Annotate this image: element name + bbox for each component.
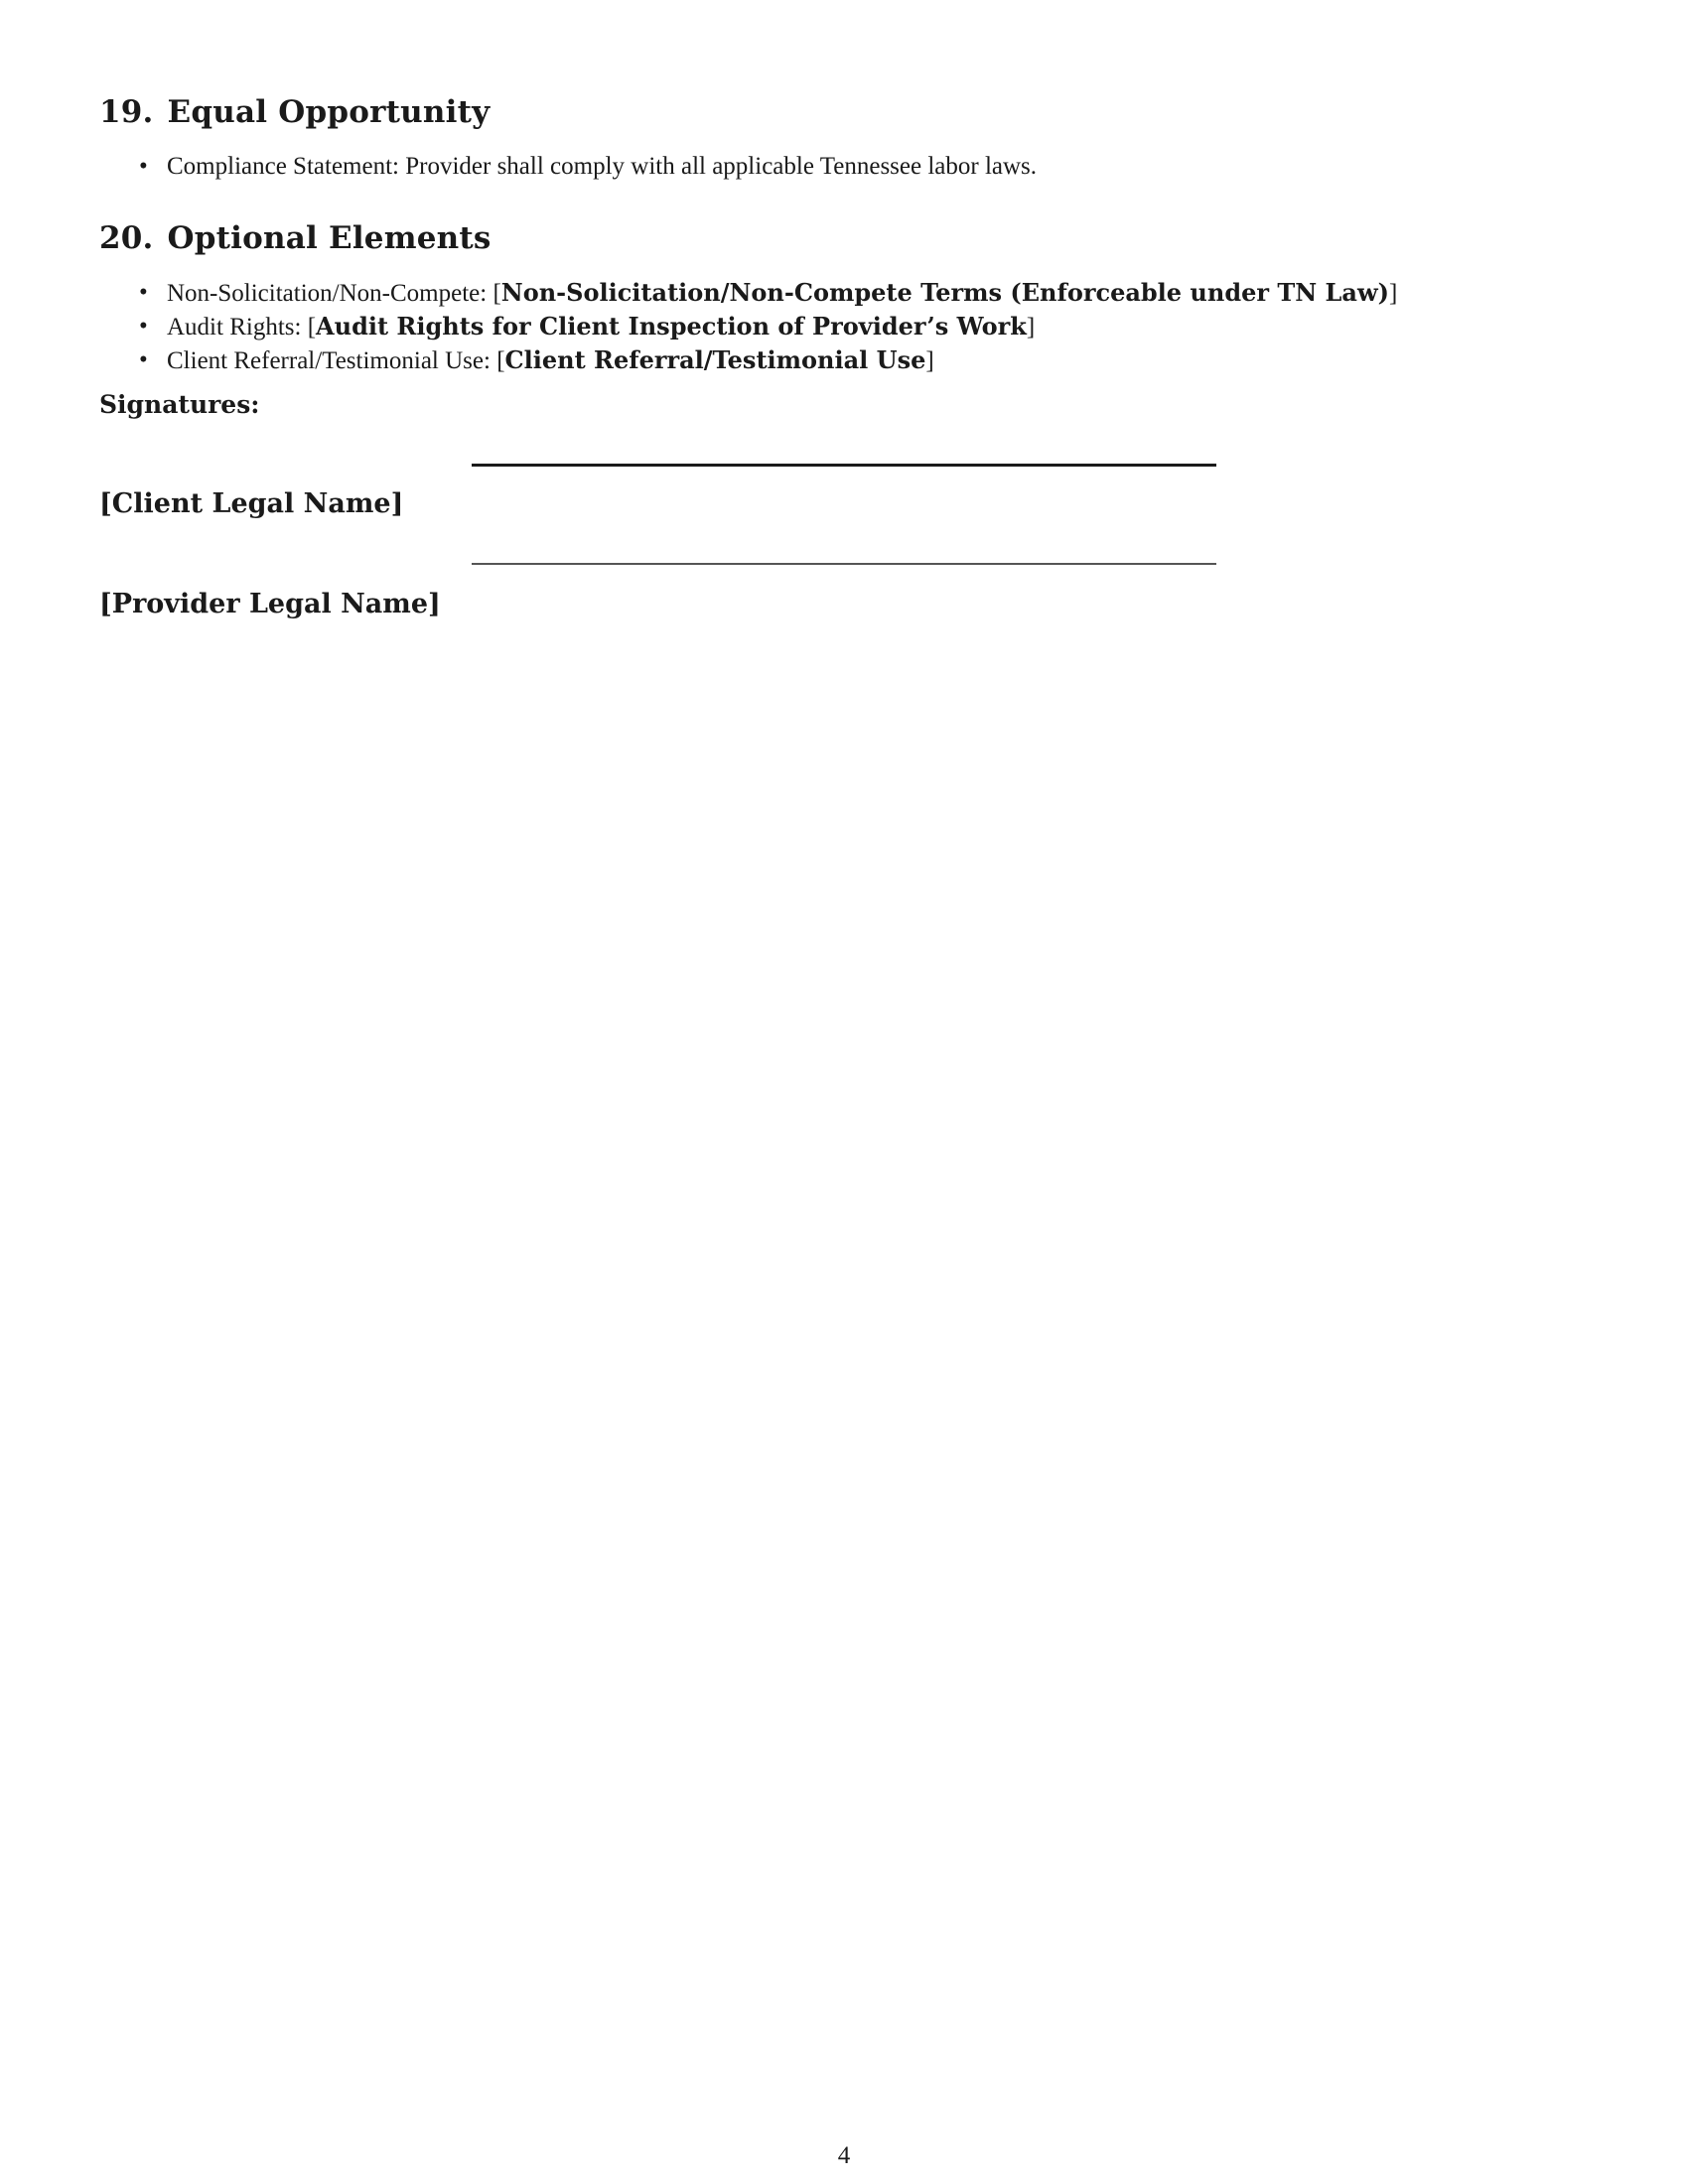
signatures-title: Signatures: — [99, 390, 260, 419]
bracket-open: [ — [496, 347, 505, 374]
item-label: Audit Rights: — [167, 314, 308, 341]
item-label: Compliance Statement: Provider shall comply with all applicable Tennessee labor laws. — [167, 153, 1038, 180]
section-heading-19 — [99, 94, 490, 130]
client-legal-name: [Client Legal Name] — [99, 488, 404, 519]
page-number: 4 — [837, 2142, 851, 2169]
item-label: Client Referral/Testimonial Use: — [167, 347, 497, 374]
section-title: Optional Elements — [167, 220, 492, 256]
list-item — [139, 276, 1397, 310]
provider-legal-name: [Provider Legal Name] — [99, 589, 441, 619]
section-20-list — [139, 276, 1397, 377]
section-number: 20. — [99, 220, 154, 256]
section-19-list — [139, 150, 1037, 183]
provider-signature-line[interactable] — [472, 563, 1216, 565]
bullet-icon: • — [139, 313, 148, 340]
placeholder-value: Audit Rights for Client Inspection of Provider’s Work — [316, 312, 1027, 341]
placeholder-value: Client Referral/Testimonial Use — [504, 345, 926, 374]
list-item — [139, 343, 1397, 377]
bullet-icon: • — [139, 153, 148, 180]
section-heading-20 — [99, 220, 492, 256]
client-signature-line[interactable] — [472, 464, 1216, 467]
bracket-open: [ — [307, 314, 317, 341]
bracket-close: ] — [1388, 280, 1398, 307]
list-item — [139, 310, 1397, 343]
bracket-close: ] — [1026, 314, 1036, 341]
item-label: Non-Solicitation/Non-Compete: — [167, 280, 493, 307]
bracket-close: ] — [925, 347, 934, 374]
section-title: Equal Opportunity — [167, 94, 491, 130]
section-number: 19. — [99, 94, 154, 130]
placeholder-value: Non-Solicitation/Non-Compete Terms (Enforceable under TN Law) — [500, 278, 1389, 307]
bullet-icon: • — [139, 279, 148, 306]
bracket-open: [ — [492, 280, 501, 307]
bullet-icon: • — [139, 346, 148, 373]
list-item — [139, 150, 1037, 183]
